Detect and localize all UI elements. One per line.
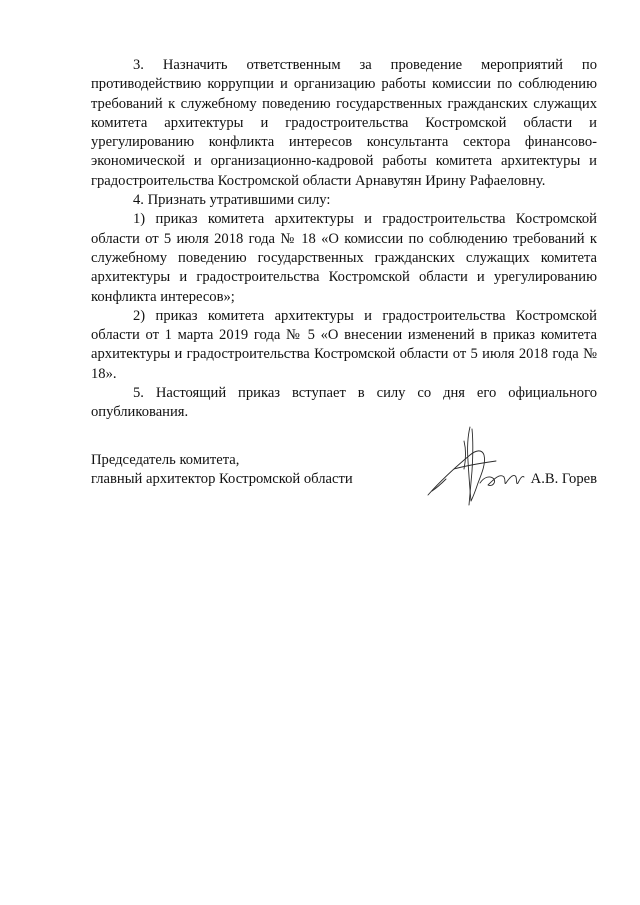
paragraph-item-3: 3. Назначить ответственным за проведение мероприятий по противодействию коррупции и организацию работы комиссии по соблюдению требований к служебному поведению государственных гражданских служащих комитета архитектуры и градостроительства Костромской области и урегулированию конфликта интересов консультанта сектора финансово-экономической и организационно-кадровой работы комитета архитектуры и градостроительства Костромской области Арнавутян Ирину Рафаеловну. bbox=[91, 57, 597, 189]
document-body bbox=[91, 56, 597, 423]
signatory-position bbox=[91, 451, 353, 490]
paragraph-item-4: 4. Признать утратившими силу: bbox=[133, 192, 331, 209]
paragraph-subitem-1: 1) приказ комитета архитектуры и градостроительства Костромской области от 5 июля 2018 года № 18 «О комиссии по соблюдению требований к служебному поведению государственных гражданских служащих комитета архитектуры и градостроительства Костромской области и урегулированию конфликта интересов»; bbox=[91, 211, 597, 305]
signature-block bbox=[91, 445, 597, 505]
paragraph-item-5: 5. Настоящий приказ вступает в силу со дня его официального опубликования. bbox=[91, 385, 597, 421]
paragraph-subitem-2: 2) приказ комитета архитектуры и градостроительства Костромской области от 1 марта 2019 года № 5 «О внесении изменений в приказ комитета архитектуры и градостроительства Костромской области от 5 июля 2018 года № 18». bbox=[91, 307, 597, 382]
signatory-position-line-1: Председатель комитета, bbox=[91, 452, 240, 468]
signatory-position-line-2: главный архитектор Костромской области bbox=[91, 471, 353, 488]
signatory-name: А.В. Горев bbox=[530, 471, 597, 487]
handwritten-signature bbox=[424, 425, 528, 507]
